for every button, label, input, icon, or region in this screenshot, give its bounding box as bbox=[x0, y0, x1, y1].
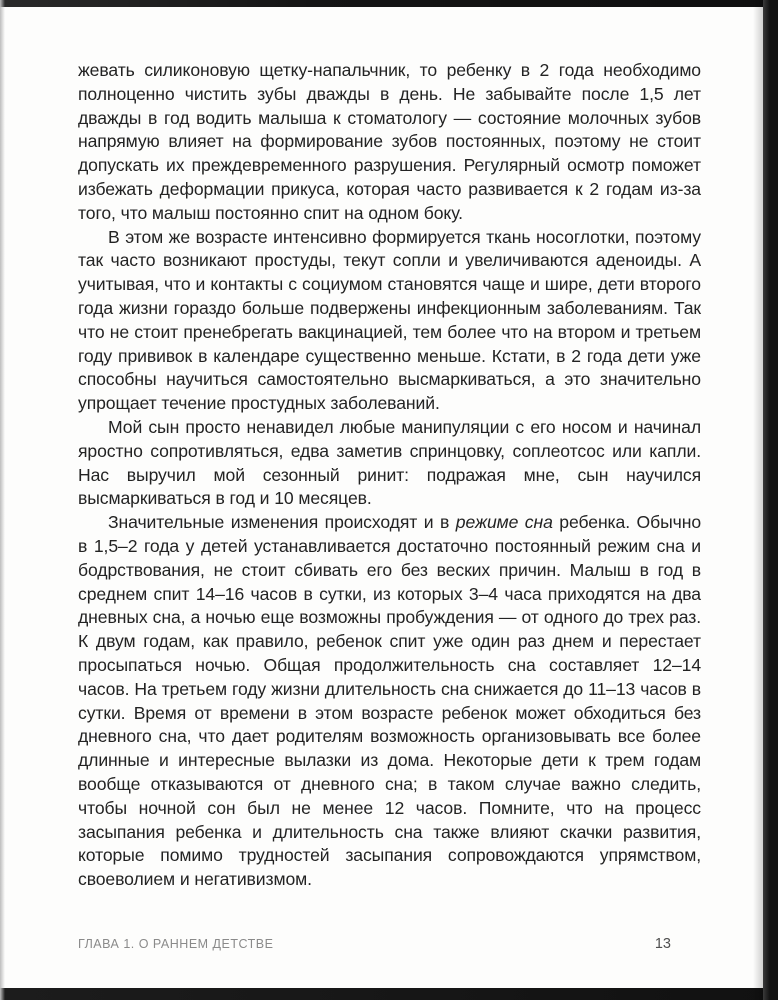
scan-edge-top bbox=[0, 0, 778, 7]
running-head-chapter: ГЛАВА 1. О РАННЕМ ДЕТСТВЕ bbox=[78, 937, 274, 951]
scan-edge-right bbox=[763, 0, 778, 1000]
page-curve-shadow bbox=[753, 0, 763, 1000]
paragraph-continuation: жевать силиконовую щетку-напальчник, то ребенку в 2 года необходимо полноценно чистить зубы дважды в день. Не забывайте после 1,5 лет дважды в год водить малыша к стоматологу — состояние молочных зубов напрямую влияет на формирование зубов постоянных, поэтому не стоит допускать их преждевременного разрушения. Регулярный осмотр поможет избежать деформации прикуса, которая часто развивается к 2 годам из-за того, что малыш постоянно спит на одном боку. bbox=[78, 60, 701, 223]
page-number: 13 bbox=[654, 936, 671, 952]
paragraph bbox=[78, 511, 701, 892]
page-footer bbox=[78, 936, 701, 952]
italic-term: режиме сна bbox=[455, 512, 553, 533]
scan-edge-bottom bbox=[0, 988, 778, 1000]
paragraph: Мой сын просто ненавидел любые манипуляции с его носом и начинал яростно сопротивляться, едва заметив спринцовку, соплеотсос или капли. Нас выручил мой сезонный ринит: подражая мне, сын научился высмаркиваться в год и 10 месяцев. bbox=[78, 416, 701, 509]
paragraph-text-after-italic: ребенка. Обычно в 1,5–2 года у детей устанавливается достаточно постоянный режим сна и бодрствования, не стоит сбивать его без веских причин. Малыш в год в среднем спит 14–16 часов в сутки, из которых 3–4 часа приходятся на два дневных сна, а ночью еще возможны пробуждения — от одного до трех раз. К двум годам, как правило, ребенок спит уже один раз днем и перестает просыпаться ночью. Общая продолжительность сна составляет 12–14 часов. На третьем году жизни длительность сна снижается до 11–13 часов в сутки. Время от времени в этом возрасте ребенок может обходиться без дневного сна, что дает родителям возможность организовывать все более длинные и интересные вылазки из дома. Некоторые дети к трем годам вообще отказываются от дневного сна; в таком случае важно следить, чтобы ночной сон был не менее 12 часов. Помните, что на процесс засыпания ребенка и длительность сна также влияют скачки развития, которые помимо трудностей засыпания сопровождаются упрямством, своеволием и негативизмом. bbox=[78, 512, 702, 890]
page-text-block bbox=[78, 59, 701, 892]
paragraph-text-before-italic: Значительные изменения происходят и в bbox=[108, 512, 456, 533]
paragraph: В этом же возрасте интенсивно формируется ткань носоглотки, поэтому так часто возникают простуды, текут сопли и увеличиваются аденоиды. А учитывая, что и контакты с социумом становятся чаще и шире, дети второго года жизни гораздо больше подвержены инфекционным заболеваниям. Так что не стоит пренебрегать вакцинацией, тем более что на втором и третьем году прививок в календаре существенно меньше. Кстати, в 2 года дети уже способны научиться самостоятельно высмаркиваться, а это значительно упрощает течение простудных заболеваний. bbox=[78, 226, 701, 414]
scan-edge-left bbox=[0, 0, 5, 1000]
